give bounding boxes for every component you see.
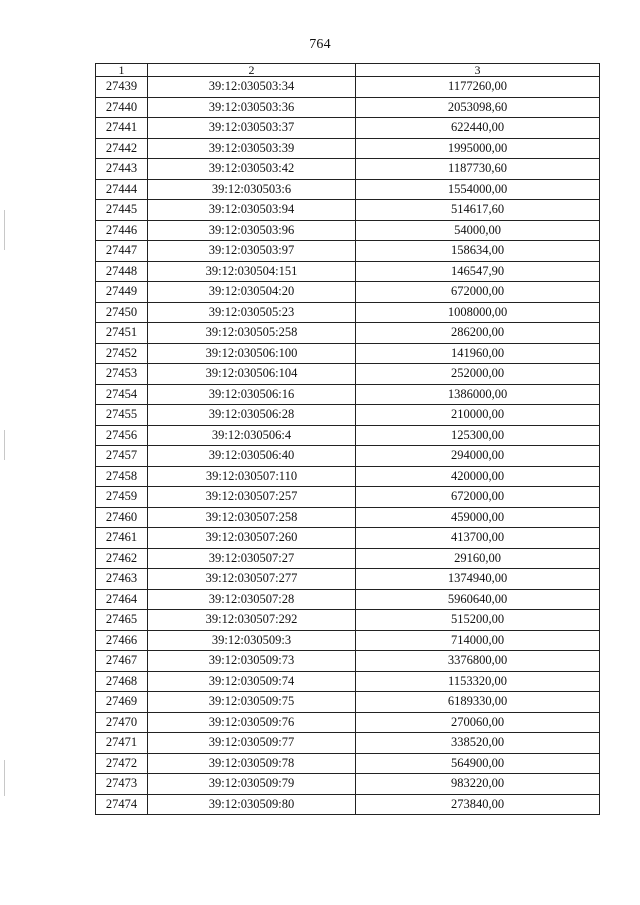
value-cell: 270060,00 — [356, 712, 600, 733]
value-cell: 672000,00 — [356, 282, 600, 303]
value-cell: 622440,00 — [356, 118, 600, 139]
scan-edge-mark — [4, 760, 5, 796]
value-cell: 3376800,00 — [356, 651, 600, 672]
table-row — [96, 733, 600, 754]
value-cell: 146547,90 — [356, 261, 600, 282]
row-number-cell: 27463 — [96, 569, 148, 590]
cadastral-number-cell: 39:12:030503:97 — [148, 241, 356, 262]
row-number-cell: 27440 — [96, 97, 148, 118]
cadastral-number-cell: 39:12:030509:78 — [148, 753, 356, 774]
table-row — [96, 589, 600, 610]
row-number-cell: 27442 — [96, 138, 148, 159]
column-header-2: 2 — [148, 64, 356, 77]
table-row — [96, 446, 600, 467]
value-cell: 286200,00 — [356, 323, 600, 344]
table-row — [96, 77, 600, 98]
row-number-cell: 27464 — [96, 589, 148, 610]
cadastral-number-cell: 39:12:030506:104 — [148, 364, 356, 385]
row-number-cell: 27470 — [96, 712, 148, 733]
value-cell: 420000,00 — [356, 466, 600, 487]
row-number-cell: 27441 — [96, 118, 148, 139]
row-number-cell: 27450 — [96, 302, 148, 323]
value-cell: 514617,60 — [356, 200, 600, 221]
table-row — [96, 528, 600, 549]
column-header-3: 3 — [356, 64, 600, 77]
value-cell: 125300,00 — [356, 425, 600, 446]
table-row — [96, 610, 600, 631]
row-number-cell: 27455 — [96, 405, 148, 426]
cadastral-value-table — [95, 63, 600, 815]
table-row — [96, 118, 600, 139]
value-cell: 1554000,00 — [356, 179, 600, 200]
table-row — [96, 507, 600, 528]
table-row — [96, 220, 600, 241]
value-cell: 1153320,00 — [356, 671, 600, 692]
row-number-cell: 27452 — [96, 343, 148, 364]
table-row — [96, 671, 600, 692]
row-number-cell: 27447 — [96, 241, 148, 262]
table-row — [96, 712, 600, 733]
cadastral-number-cell: 39:12:030507:110 — [148, 466, 356, 487]
value-cell: 515200,00 — [356, 610, 600, 631]
row-number-cell: 27468 — [96, 671, 148, 692]
table-row — [96, 302, 600, 323]
cadastral-number-cell: 39:12:030507:260 — [148, 528, 356, 549]
row-number-cell: 27467 — [96, 651, 148, 672]
cadastral-number-cell: 39:12:030509:80 — [148, 794, 356, 815]
row-number-cell: 27446 — [96, 220, 148, 241]
table-row — [96, 651, 600, 672]
row-number-cell: 27439 — [96, 77, 148, 98]
row-number-cell: 27472 — [96, 753, 148, 774]
cadastral-number-cell: 39:12:030504:20 — [148, 282, 356, 303]
row-number-cell: 27469 — [96, 692, 148, 713]
row-number-cell: 27460 — [96, 507, 148, 528]
cadastral-number-cell: 39:12:030509:74 — [148, 671, 356, 692]
cadastral-number-cell: 39:12:030504:151 — [148, 261, 356, 282]
cadastral-number-cell: 39:12:030506:16 — [148, 384, 356, 405]
cadastral-number-cell: 39:12:030503:39 — [148, 138, 356, 159]
row-number-cell: 27444 — [96, 179, 148, 200]
value-cell: 564900,00 — [356, 753, 600, 774]
row-number-cell: 27456 — [96, 425, 148, 446]
cadastral-number-cell: 39:12:030503:36 — [148, 97, 356, 118]
row-number-cell: 27443 — [96, 159, 148, 180]
table-row — [96, 466, 600, 487]
cadastral-number-cell: 39:12:030507:27 — [148, 548, 356, 569]
cadastral-number-cell: 39:12:030503:6 — [148, 179, 356, 200]
row-number-cell: 27445 — [96, 200, 148, 221]
table-row — [96, 323, 600, 344]
row-number-cell: 27449 — [96, 282, 148, 303]
cadastral-number-cell: 39:12:030503:37 — [148, 118, 356, 139]
value-cell: 983220,00 — [356, 774, 600, 795]
column-header-1: 1 — [96, 64, 148, 77]
value-cell: 1187730,60 — [356, 159, 600, 180]
cadastral-number-cell: 39:12:030507:257 — [148, 487, 356, 508]
cadastral-number-cell: 39:12:030505:258 — [148, 323, 356, 344]
table-row — [96, 343, 600, 364]
table-row — [96, 569, 600, 590]
table-row — [96, 487, 600, 508]
cadastral-number-cell: 39:12:030503:34 — [148, 77, 356, 98]
cadastral-number-cell: 39:12:030507:277 — [148, 569, 356, 590]
cadastral-number-cell: 39:12:030503:42 — [148, 159, 356, 180]
cadastral-number-cell: 39:12:030509:79 — [148, 774, 356, 795]
cadastral-number-cell: 39:12:030509:73 — [148, 651, 356, 672]
row-number-cell: 27459 — [96, 487, 148, 508]
table-row — [96, 97, 600, 118]
value-cell: 5960640,00 — [356, 589, 600, 610]
value-cell: 252000,00 — [356, 364, 600, 385]
cadastral-number-cell: 39:12:030507:258 — [148, 507, 356, 528]
table-row — [96, 261, 600, 282]
row-number-cell: 27453 — [96, 364, 148, 385]
table-row — [96, 364, 600, 385]
table-row — [96, 405, 600, 426]
value-cell: 294000,00 — [356, 446, 600, 467]
value-cell: 413700,00 — [356, 528, 600, 549]
row-number-cell: 27458 — [96, 466, 148, 487]
table-row — [96, 282, 600, 303]
row-number-cell: 27471 — [96, 733, 148, 754]
cadastral-number-cell: 39:12:030503:96 — [148, 220, 356, 241]
value-cell: 210000,00 — [356, 405, 600, 426]
row-number-cell: 27454 — [96, 384, 148, 405]
table-row — [96, 241, 600, 262]
cadastral-number-cell: 39:12:030506:28 — [148, 405, 356, 426]
value-cell: 273840,00 — [356, 794, 600, 815]
table-row — [96, 200, 600, 221]
table-body — [96, 77, 600, 815]
value-cell: 338520,00 — [356, 733, 600, 754]
row-number-cell: 27462 — [96, 548, 148, 569]
table-row — [96, 179, 600, 200]
page-number: 764 — [309, 37, 331, 52]
scan-edge-mark — [4, 210, 5, 250]
header-row — [96, 64, 600, 77]
value-cell: 1386000,00 — [356, 384, 600, 405]
row-number-cell: 27465 — [96, 610, 148, 631]
table-row — [96, 384, 600, 405]
cadastral-number-cell: 39:12:030509:77 — [148, 733, 356, 754]
row-number-cell: 27457 — [96, 446, 148, 467]
row-number-cell: 27473 — [96, 774, 148, 795]
cadastral-number-cell: 39:12:030503:94 — [148, 200, 356, 221]
table-header — [96, 64, 600, 77]
scan-edge-mark — [4, 430, 5, 460]
value-cell: 459000,00 — [356, 507, 600, 528]
value-cell: 672000,00 — [356, 487, 600, 508]
table-row — [96, 138, 600, 159]
cadastral-number-cell: 39:12:030509:75 — [148, 692, 356, 713]
row-number-cell: 27451 — [96, 323, 148, 344]
row-number-cell: 27448 — [96, 261, 148, 282]
cadastral-number-cell: 39:12:030506:40 — [148, 446, 356, 467]
cadastral-number-cell: 39:12:030505:23 — [148, 302, 356, 323]
value-cell: 1374940,00 — [356, 569, 600, 590]
cadastral-number-cell: 39:12:030506:4 — [148, 425, 356, 446]
cadastral-number-cell: 39:12:030507:28 — [148, 589, 356, 610]
table-row — [96, 548, 600, 569]
cadastral-number-cell: 39:12:030506:100 — [148, 343, 356, 364]
cadastral-number-cell: 39:12:030509:3 — [148, 630, 356, 651]
value-cell: 1177260,00 — [356, 77, 600, 98]
table-row — [96, 630, 600, 651]
value-cell: 141960,00 — [356, 343, 600, 364]
row-number-cell: 27474 — [96, 794, 148, 815]
value-cell: 29160,00 — [356, 548, 600, 569]
value-cell: 1008000,00 — [356, 302, 600, 323]
row-number-cell: 27461 — [96, 528, 148, 549]
table-row — [96, 794, 600, 815]
cadastral-number-cell: 39:12:030507:292 — [148, 610, 356, 631]
value-cell: 1995000,00 — [356, 138, 600, 159]
value-cell: 714000,00 — [356, 630, 600, 651]
value-cell: 6189330,00 — [356, 692, 600, 713]
value-cell: 54000,00 — [356, 220, 600, 241]
table-row — [96, 692, 600, 713]
cadastral-number-cell: 39:12:030509:76 — [148, 712, 356, 733]
row-number-cell: 27466 — [96, 630, 148, 651]
value-cell: 158634,00 — [356, 241, 600, 262]
table-row — [96, 425, 600, 446]
value-cell: 2053098,60 — [356, 97, 600, 118]
table-row — [96, 159, 600, 180]
table-row — [96, 774, 600, 795]
table-row — [96, 753, 600, 774]
